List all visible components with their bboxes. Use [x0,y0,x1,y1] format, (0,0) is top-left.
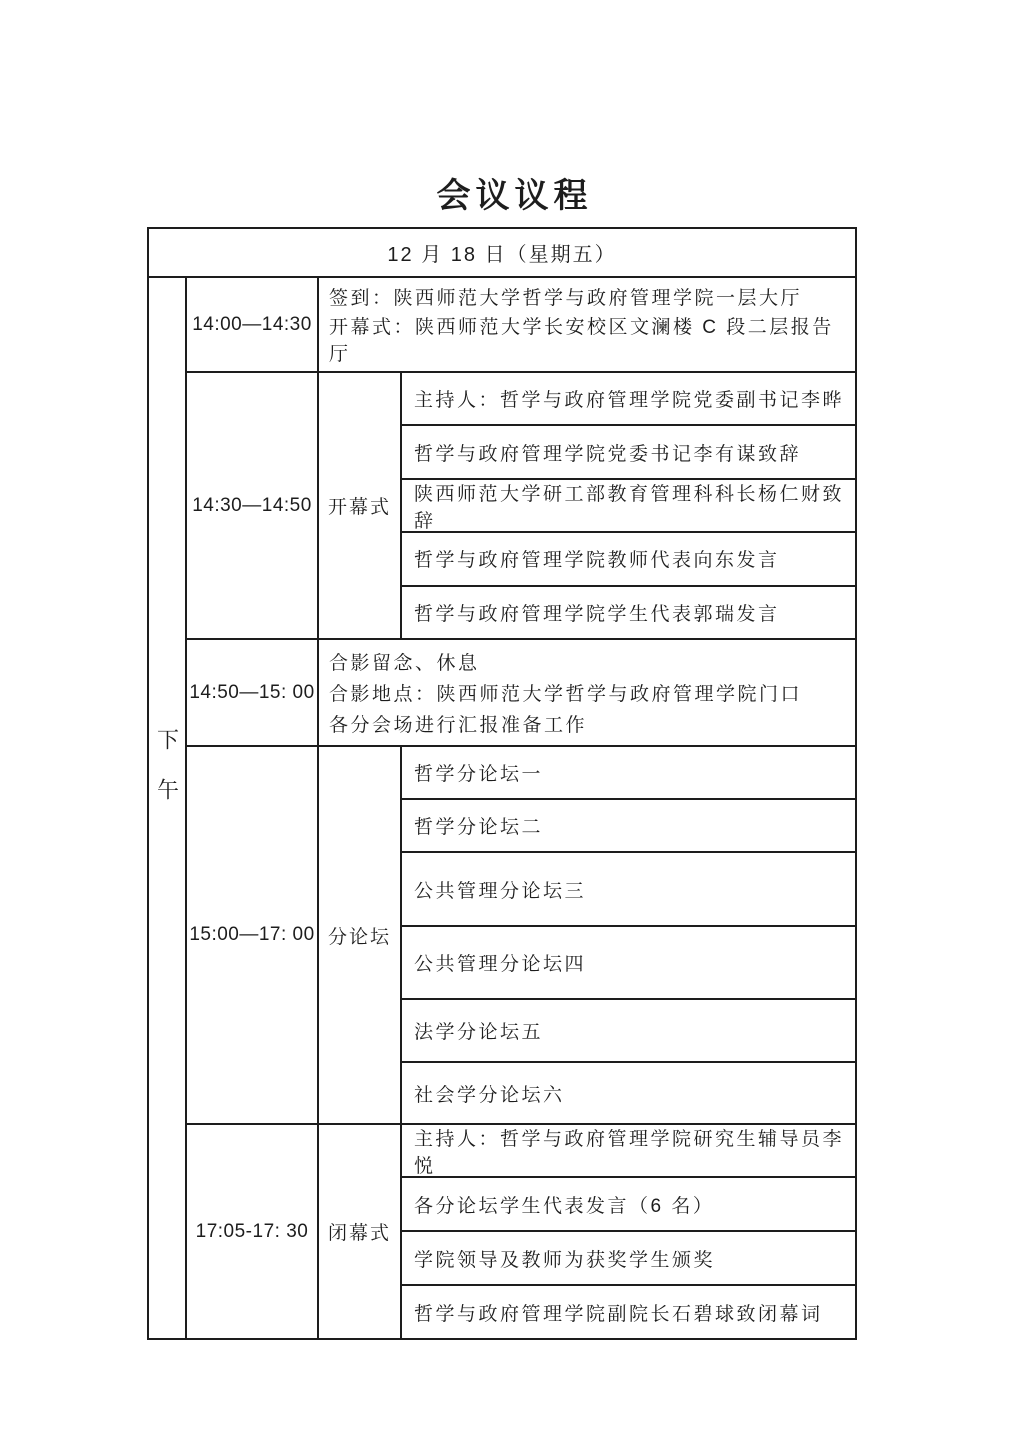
document-title: 会议议程 [436,177,593,215]
agenda-item: 学院领导及教师为获奖学生颁奖 [402,1232,855,1286]
row-opening-ceremony [187,373,855,640]
session-label-closing-ceremony: 闭幕式 [319,1125,402,1338]
agenda-line: 合影地点：陕西师范大学哲学与政府管理学院门口 [329,684,803,705]
closing-items [402,1125,855,1338]
signin-content-cell [319,278,855,371]
photo-break-content-cell [319,640,855,745]
session-label-opening-ceremony: 开幕式 [319,373,402,638]
time-cell-signin: 14:00—14:30 [187,278,319,371]
row-signin [187,278,855,373]
row-photo-break [187,640,855,747]
agenda-item: 公共管理分论坛三 [402,853,855,927]
agenda-item: 各分论坛学生代表发言（6 名） [402,1178,855,1232]
date-header: 12 月 18 日（星期五） [149,229,855,278]
agenda-item: 哲学分论坛一 [402,747,855,800]
agenda-line: 各分会场进行汇报准备工作 [329,715,588,736]
agenda-item: 法学分论坛五 [402,1000,855,1063]
opening-items [402,373,855,638]
agenda-item: 社会学分论坛六 [414,1084,565,1106]
agenda-item: 陕西师范大学研工部教育管理科科长杨仁财致辞 [402,480,855,533]
agenda-table [147,227,857,1340]
sub-forum-items [402,747,855,1123]
agenda-item: 哲学与政府管理学院副院长石碧球致闭幕词 [414,1303,823,1325]
agenda-item: 哲学与政府管理学院学生代表郭瑞发言 [414,603,780,625]
time-cell-sub-forums: 15:00—17: 00 [187,747,319,1123]
agenda-item: 哲学与政府管理学院党委书记李有谋致辞 [402,426,855,479]
period-label: 下午 [154,728,180,828]
agenda-line: 合影留念、休息 [329,653,480,674]
time-cell-opening: 14:30—14:50 [187,373,319,638]
period-column [149,278,187,1338]
row-sub-forums [187,747,855,1125]
row-closing-ceremony [187,1125,855,1338]
schedule-rows [187,278,855,1338]
time-cell-photo-break: 14:50—15: 00 [187,640,319,745]
session-label-sub-forums: 分论坛 [319,747,402,1123]
agenda-item: 哲学与政府管理学院教师代表向东发言 [402,533,855,586]
agenda-item: 主持人：哲学与政府管理学院党委副书记李晔 [402,373,855,426]
table-body [149,278,855,1338]
agenda-line: 开幕式：陕西师范大学长安校区文澜楼 C 段二层报告厅 [329,316,834,365]
agenda-line: 签到：陕西师范大学哲学与政府管理学院一层大厅 [329,288,803,310]
agenda-item: 主持人：哲学与政府管理学院研究生辅导员李悦 [402,1125,855,1178]
agenda-item: 哲学分论坛二 [402,800,855,853]
time-cell-closing: 17:05-17: 30 [187,1125,319,1338]
agenda-item: 公共管理分论坛四 [402,927,855,1000]
